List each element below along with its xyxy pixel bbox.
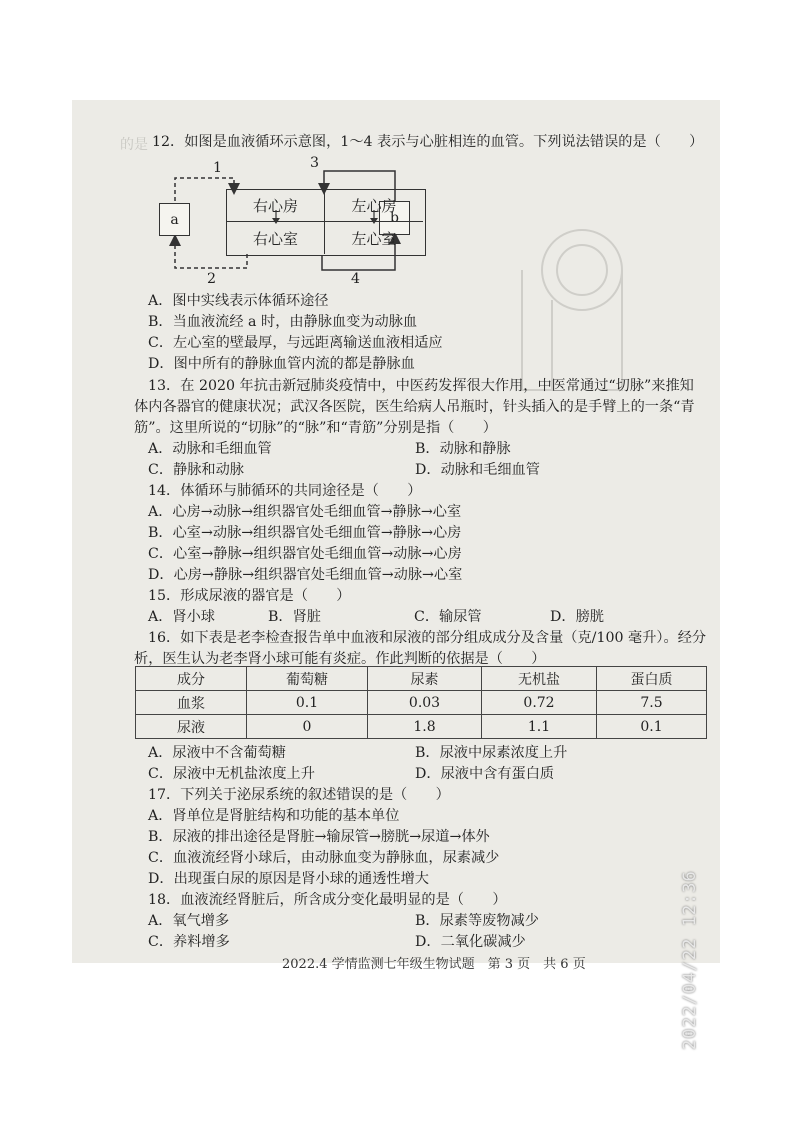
q13-option-b: B．动脉和静脉	[415, 441, 511, 457]
q17-stem: 17．下列关于泌尿系统的叙述错误的是（ ）	[148, 787, 450, 803]
table-cell: 血浆	[136, 691, 247, 715]
q15-option-a: A．肾小球	[148, 609, 215, 625]
q13-stem-line1: 13．在 2020 年抗击新冠肺炎疫情中，中医药发挥很大作用，中医常通过“切脉”来推知	[148, 378, 694, 394]
vessel-label-1: 1	[213, 160, 223, 176]
q13-stem-line3: 筋”。这里所说的“切脉”的“脉”和“青筋”分别是指（ ）	[134, 420, 497, 436]
q15-stem: 15．形成尿液的器官是（ ）	[148, 588, 351, 604]
q12-option-c: C．左心室的壁最厚，与远距离输送血液相适应	[148, 335, 443, 351]
q14-option-c: C．心室→静脉→组织器官处毛细血管→动脉→心房	[148, 546, 462, 562]
q17-option-d: D．出现蛋白尿的原因是肾小球的通透性增大	[148, 871, 429, 887]
heart-chambers	[226, 189, 426, 256]
table-cell: 7.5	[597, 691, 707, 715]
q15-option-c: C．输尿管	[414, 609, 482, 625]
table-cell: 0.03	[368, 691, 482, 715]
table-cell: 1.1	[482, 715, 597, 739]
q15-option-d: D．膀胱	[550, 609, 604, 625]
q12-option-a: A．图中实线表示体循环途径	[148, 293, 329, 309]
q12-option-d: D．图中所有的静脉血管内流的都是静脉血	[148, 356, 415, 372]
table-row	[136, 715, 707, 739]
table-cell: 0.1	[247, 691, 368, 715]
table-cell: 尿液	[136, 715, 247, 739]
table-header-cell: 蛋白质	[597, 667, 707, 691]
q18-option-b: B．尿素等废物减少	[415, 913, 539, 929]
q14-option-a: A．心房→动脉→组织器官处毛细血管→静脉→心室	[148, 504, 462, 520]
q16-stem-line1: 16．如下表是老李检查报告单中血液和尿液的部分组成成分及含量（克/100 毫升）。经分	[148, 630, 707, 646]
table-header-cell: 无机盐	[482, 667, 597, 691]
left-atrium: 左心房	[325, 190, 423, 222]
right-ventricle: 右心室	[227, 222, 325, 254]
q17-option-b: B．尿液的排出途径是肾脏→输尿管→膀胱→尿道→体外	[148, 829, 490, 845]
q18-option-c: C．养料增多	[148, 934, 230, 950]
capillary-box-a: a	[159, 203, 190, 236]
q13-option-d: D．动脉和毛细血管	[415, 462, 540, 478]
table-cell: 1.8	[368, 715, 482, 739]
right-atrium: 右心房	[227, 190, 325, 222]
vessel-label-4: 4	[351, 271, 361, 287]
q15-option-b: B．肾脏	[268, 609, 321, 625]
table-header-cell: 葡萄糖	[247, 667, 368, 691]
q16-option-a: A．尿液中不含葡萄糖	[148, 745, 286, 761]
blood-urine-table	[135, 666, 707, 739]
q18-option-d: D．二氧化碳减少	[415, 934, 526, 950]
table-cell: 0.72	[482, 691, 597, 715]
table-cell: 0	[247, 715, 368, 739]
capillary-box-b: b	[379, 201, 410, 235]
page-footer: 2022.4 学情监测七年级生物试题 第 3 页 共 6 页	[282, 957, 586, 972]
atrium-ventricle-arrows	[227, 190, 425, 255]
table-header-row	[136, 667, 707, 691]
q17-option-a: A．肾单位是肾脏结构和功能的基本单位	[148, 808, 400, 824]
table-row	[136, 691, 707, 715]
q14-stem: 14．体循环与肺循环的共同途径是（ ）	[148, 483, 422, 499]
table-cell: 0.1	[597, 715, 707, 739]
exam-page	[72, 100, 720, 1050]
q13-option-c: C．静脉和动脉	[148, 462, 244, 478]
q16-option-c: C．尿液中无机盐浓度上升	[148, 766, 315, 782]
vessel-label-2: 2	[207, 271, 217, 287]
q12-option-b: B．当血液流经 a 时，由静脉血变为动脉血	[148, 314, 418, 330]
q14-option-b: B．心室→动脉→组织器官处毛细血管→静脉→心房	[148, 525, 462, 541]
table-header-cell: 成分	[136, 667, 247, 691]
left-ventricle: 左心室	[351, 229, 397, 248]
q16-option-d: D．尿液中含有蛋白质	[415, 766, 555, 782]
q17-option-c: C．血液流经肾小球后，由动脉血变为静脉血，尿素减少	[148, 850, 500, 866]
bleed-through-text: 的是	[120, 137, 148, 153]
vessel-label-3: 3	[310, 155, 320, 171]
q18-option-a: A．氧气增多	[148, 913, 230, 929]
q18-stem: 18．血液流经肾脏后，所含成分变化最明显的是（ ）	[148, 892, 507, 908]
table-header-cell: 尿素	[368, 667, 482, 691]
q12-stem: 12．如图是血液循环示意图，1～4 表示与心脏相连的血管。下列说法错误的是（ ）	[152, 134, 704, 150]
photo-timestamp: 2022/04/22 12:36	[680, 870, 700, 1050]
q13-option-a: A．动脉和毛细血管	[148, 441, 272, 457]
q16-option-b: B．尿液中尿素浓度上升	[415, 745, 568, 761]
q16-stem-line2: 析，医生认为老李肾小球可能有炎症。作此判断的依据是（ ）	[134, 651, 546, 667]
q14-option-d: D．心房→静脉→组织器官处毛细血管→动脉→心室	[148, 567, 463, 583]
q13-stem-line2: 体内各器官的健康状况；武汉各医院，医生给病人吊瓶时，针头插入的是手臂上的一条“青	[134, 399, 695, 415]
